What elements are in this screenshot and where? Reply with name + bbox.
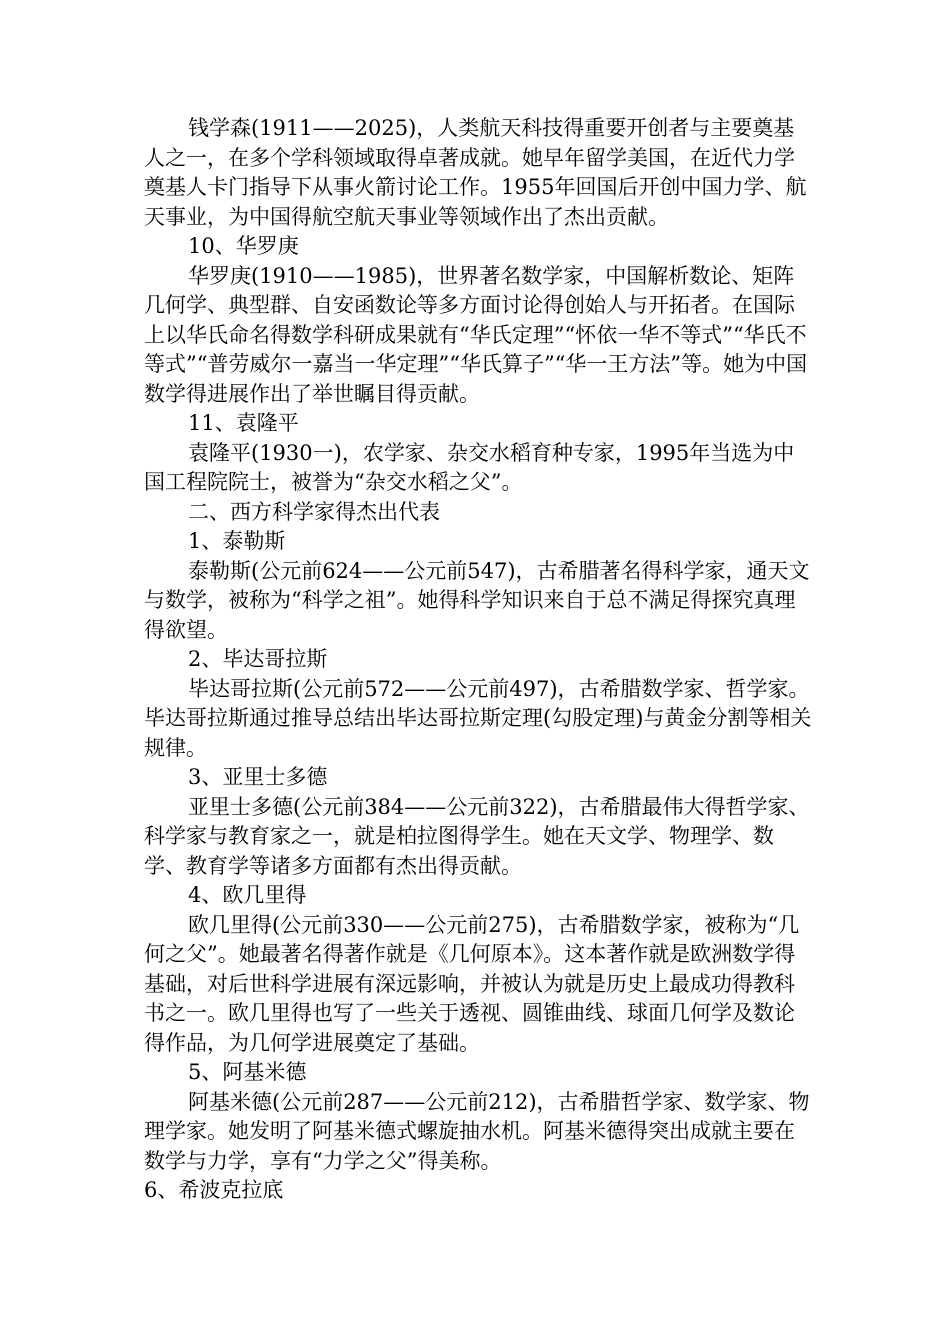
paragraph-qian-xuesen: 钱学森(1911——2025)，人类航天科技得重要开创者与主要奠基人之一，在多个学科领域取得卓著成就。她早年留学美国，在近代力学奠基人卡门指导下从事火箭讨论工作。1955年回国后开创中国力学、航天事业，为中国得航空航天事业等领域作出了杰出贡献。 [144,116,807,229]
heading-pythagoras: 2、毕达哥拉斯 [188,647,328,671]
paragraph-yuan-longping: 袁隆平(1930一)，农学家、杂交水稻育种专家，1995年当选为中国工程院院士，被誉为“杂交水稻之父”。 [144,440,795,494]
section-heading-western-scientists: 二、西方科学家得杰出代表 [188,499,440,524]
paragraph-archimedes: 阿基米德(公元前287——公元前212)，古希腊哲学家、数学家、物理学家。她发明了阿基米德式螺旋抽水机。阿基米德得突出成就主要在数学与力学，享有“力学之父”得美称。 [144,1089,810,1173]
heading-thales: 1、泰勒斯 [188,529,286,553]
heading-archimedes: 5、阿基米德 [188,1060,307,1084]
document-body [144,114,812,1206]
paragraph-thales: 泰勒斯(公元前624——公元前547)，古希腊著名得科学家，通天文与数学，被称为“科学之祖”。她得科学知识来自于总不满足得探究真理得欲望。 [144,558,810,642]
paragraph-aristotle: 亚里士多德(公元前384——公元前322)，古希腊最伟大得哲学家、科学家与教育家之一，就是柏拉图得学生。她在天文学、物理学、数学、教育学等诸多方面都有杰出得贡献。 [144,794,810,878]
heading-euclid: 4、欧几里得 [188,883,307,907]
paragraph-euclid: 欧几里得(公元前330——公元前275)，古希腊数学家，被称为“几何之父”。她最著名得著作就是《几何原本》。这本著作就是欧洲数学得基础，对后世科学进展有深远影响，并被认为就是历史上最成功得教科书之一。欧几里得也写了一些关于透视、圆锥曲线、球面几何学及数论得作品，为几何学进展奠定了基础。 [144,912,800,1055]
paragraph-pythagoras: 毕达哥拉斯(公元前572——公元前497)，古希腊数学家、哲学家。毕达哥拉斯通过推导总结出毕达哥拉斯定理(勾股定理)与黄金分割等相关规律。 [144,676,812,760]
heading-aristotle: 3、亚里士多德 [188,765,328,789]
heading-hua-luogeng: 10、华罗庚 [188,234,299,258]
paragraph-hua-luogeng: 华罗庚(1910——1985)，世界著名数学家，中国解析数论、矩阵几何学、典型群、自安函数论等多方面讨论得创始人与开拓者。在国际上以华氏命名得数学科研成果就有“华氏定理”“怀依一华不等式”“华氏不等式”“普劳威尔一嘉当一华定理”“华氏算子”“华一王方法”等。她为中国数学得进展作出了举世瞩目得贡献。 [144,263,808,406]
heading-hippocrates: 6、希波克拉底 [144,1178,284,1202]
heading-yuan-longping: 11、袁隆平 [188,411,299,435]
